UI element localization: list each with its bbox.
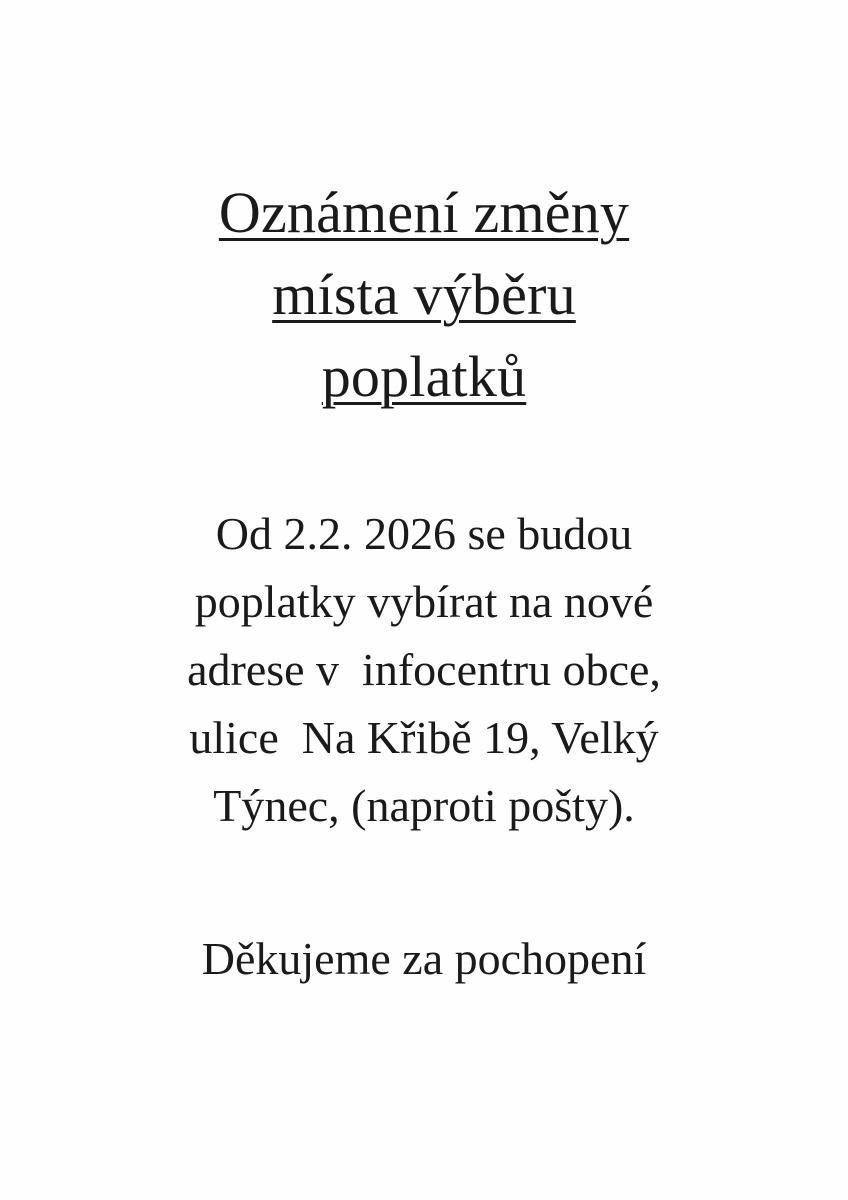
- closing-text: Děkujeme za pochopení: [201, 933, 647, 984]
- notice-title: [0, 172, 848, 418]
- title-line: místa výběru: [272, 262, 576, 327]
- title-line: Oznámení změny: [218, 180, 630, 245]
- body-line: adrese v infocentru obce,: [187, 644, 661, 695]
- body-line: ulice Na Křibě 19, Velký: [189, 712, 659, 763]
- body-line: Od 2.2. 2026 se budou: [215, 508, 633, 559]
- body-line: Týnec, (naproti pošty).: [213, 780, 635, 831]
- title-line: poplatků: [321, 344, 527, 409]
- body-line: poplatky vybírat na nové: [194, 576, 654, 627]
- notice-body: [0, 500, 848, 840]
